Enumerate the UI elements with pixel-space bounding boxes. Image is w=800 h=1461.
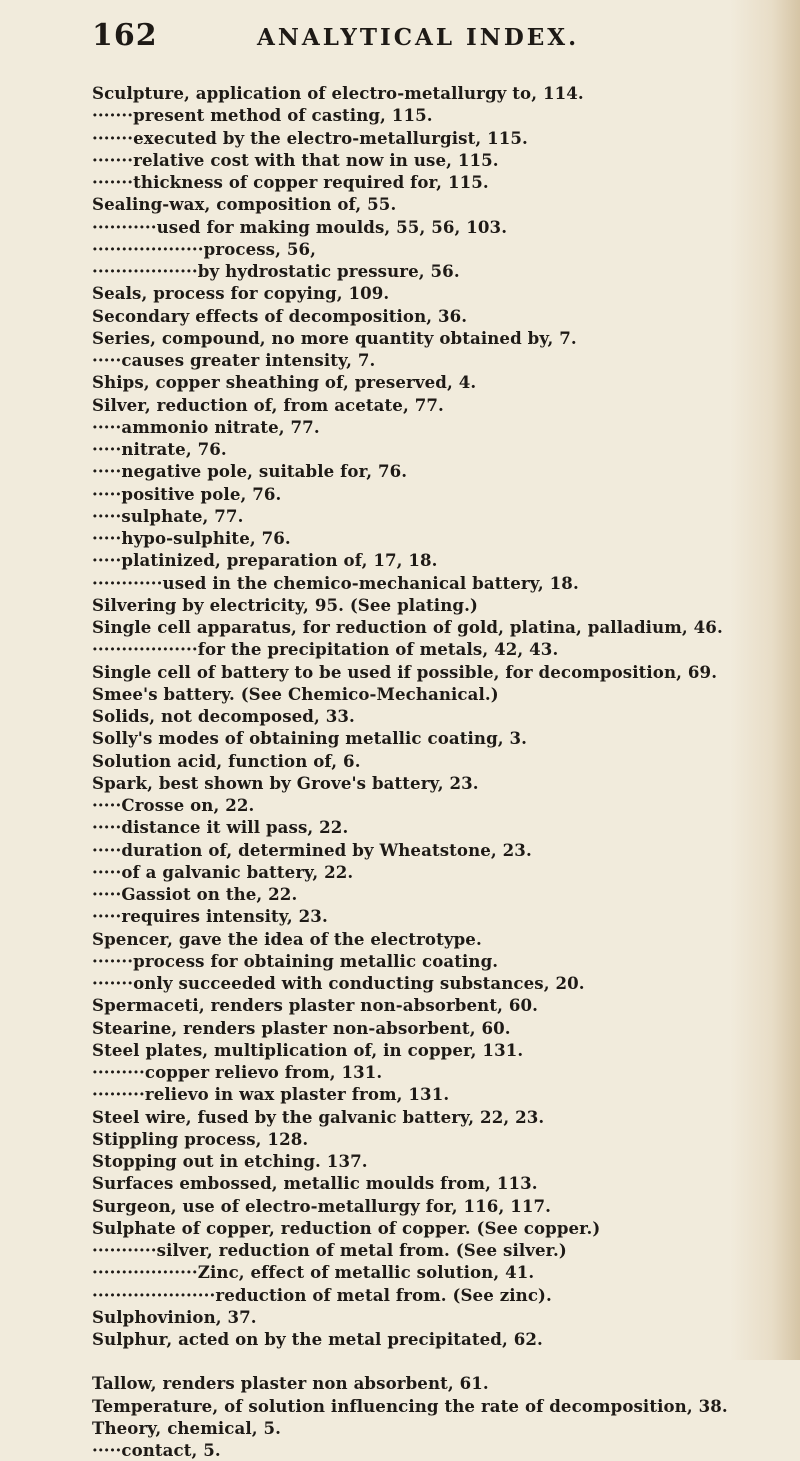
index-entry: ············used in the chemico-mechanical battery, 18. bbox=[92, 572, 579, 593]
index-entry: Spermaceti, renders plaster non-absorbent, 60. bbox=[92, 995, 539, 1016]
index-entry: ··················by hydrostatic pressure, 56. bbox=[92, 261, 460, 281]
index-entry: ·····················reduction of metal from. (See zinc). bbox=[92, 1284, 552, 1305]
index-entry: ·······thickness of copper required for, 115. bbox=[92, 172, 489, 192]
index-entry: ·····Gassiot on the, 22. bbox=[92, 884, 298, 904]
index-entry: Ships, copper sheathing of, preserved, 4. bbox=[92, 372, 477, 393]
index-entry: Silver, reduction of, from acetate, 77. bbox=[92, 394, 444, 415]
index-entry: Spark, best shown by Grove's battery, 23. bbox=[92, 772, 479, 793]
index-entry: ···········silver, reduction of metal from. (See silver.) bbox=[92, 1240, 567, 1260]
section-gap bbox=[92, 1350, 782, 1372]
index-entry: Smee's battery. (See Chemico-Mechanical.) bbox=[92, 683, 499, 704]
page-header bbox=[92, 18, 692, 58]
index-entry: ·········relievo in wax plaster from, 131. bbox=[92, 1084, 450, 1105]
index-entry: ·····duration of, determined by Wheatstone, 23. bbox=[92, 839, 532, 860]
index-entry: ·····nitrate, 76. bbox=[92, 439, 227, 459]
index-entry: Sulphur, acted on by the metal precipitated, 62. bbox=[92, 1329, 543, 1349]
index-entry: ·······relative cost with that now in use, 115. bbox=[92, 149, 499, 170]
index-entry: Sealing-wax, composition of, 55. bbox=[92, 194, 397, 215]
index-entry: ·······process for obtaining metallic coating. bbox=[92, 950, 499, 971]
index-entry: Theory, chemical, 5. bbox=[92, 1417, 282, 1438]
index-entry: ··················for the precipitation of metals, 42, 43. bbox=[92, 639, 559, 660]
index-entry: Spencer, gave the idea of the electrotype. bbox=[92, 928, 482, 949]
index-entry: ·········copper relievo from, 131. bbox=[92, 1062, 383, 1082]
index-entry: Stippling process, 128. bbox=[92, 1128, 309, 1149]
index-entry: ·····ammonio nitrate, 77. bbox=[92, 416, 320, 437]
index-entry: ·······present method of casting, 115. bbox=[92, 105, 433, 126]
index-entry: Surgeon, use of electro-metallurgy for, 116, 117. bbox=[92, 1195, 552, 1216]
index-entry: Single cell of battery to be used if possible, for decomposition, 69. bbox=[92, 661, 718, 682]
index-entry: Sulphate of copper, reduction of copper. (See copper.) bbox=[92, 1217, 601, 1238]
index-entry: Solly's modes of obtaining metallic coating, 3. bbox=[92, 728, 528, 749]
index-entry: Sulphovinion, 37. bbox=[92, 1306, 257, 1327]
index-entry: ·····positive pole, 76. bbox=[92, 483, 282, 504]
index-entry: Series, compound, no more quantity obtained by, 7. bbox=[92, 327, 577, 348]
index-entry: Sculpture, application of electro-metallurgy to, 114. bbox=[92, 83, 584, 103]
index-entry: ·······executed by the electro-metallurgist, 115. bbox=[92, 127, 528, 148]
index-entry: ·····distance it will pass, 22. bbox=[92, 817, 349, 838]
index-entry: Steel wire, fused by the galvanic battery, 22, 23. bbox=[92, 1106, 545, 1127]
index-entry: ·····Crosse on, 22. bbox=[92, 795, 255, 815]
index-entry: Secondary effects of decomposition, 36. bbox=[92, 305, 468, 326]
index-entry: Tallow, renders plaster non absorbent, 61. bbox=[92, 1373, 489, 1394]
index-entry: Solids, not decomposed, 33. bbox=[92, 706, 355, 726]
index-entry: ···········used for making moulds, 55, 56, 103. bbox=[92, 216, 508, 237]
index-entry: Silvering by electricity, 95. (See plating.) bbox=[92, 594, 478, 615]
index-entry: ·····causes greater intensity, 7. bbox=[92, 350, 376, 370]
index-entry: Single cell apparatus, for reduction of gold, platina, palladium, 46. bbox=[92, 617, 723, 637]
index-entry: ·····requires intensity, 23. bbox=[92, 906, 328, 927]
index-entry: ·····negative pole, suitable for, 76. bbox=[92, 461, 408, 482]
index-entry: Steel plates, multiplication of, in copper, 131. bbox=[92, 1039, 524, 1060]
page-number: 162 bbox=[92, 18, 158, 53]
index-entry: Surfaces embossed, metallic moulds from, 113. bbox=[92, 1173, 538, 1194]
index-entry: ·····sulphate, 77. bbox=[92, 505, 244, 526]
index-entry: Solution acid, function of, 6. bbox=[92, 750, 361, 771]
index-entry: ···················process, 56, bbox=[92, 238, 317, 259]
index-entry: Stearine, renders plaster non-absorbent, 60. bbox=[92, 1017, 511, 1038]
index-entry: ·····platinized, preparation of, 17, 18. bbox=[92, 550, 438, 571]
index-entry: Stopping out in etching. 137. bbox=[92, 1151, 368, 1171]
index-entry: ·······only succeeded with conducting substances, 20. bbox=[92, 973, 585, 993]
index-entry: Seals, process for copying, 109. bbox=[92, 283, 390, 304]
running-title: ANALYTICAL INDEX. bbox=[257, 24, 580, 51]
index-entry: ··················Zinc, effect of metallic solution, 41. bbox=[92, 1262, 535, 1283]
index-entries bbox=[92, 82, 782, 1461]
index-entry: ·····of a galvanic battery, 22. bbox=[92, 861, 354, 882]
index-entry: ·····contact, 5. bbox=[92, 1440, 221, 1460]
index-entry: ·····hypo-sulphite, 76. bbox=[92, 528, 291, 548]
index-entry: Temperature, of solution influencing the rate of decomposition, 38. bbox=[92, 1395, 728, 1416]
